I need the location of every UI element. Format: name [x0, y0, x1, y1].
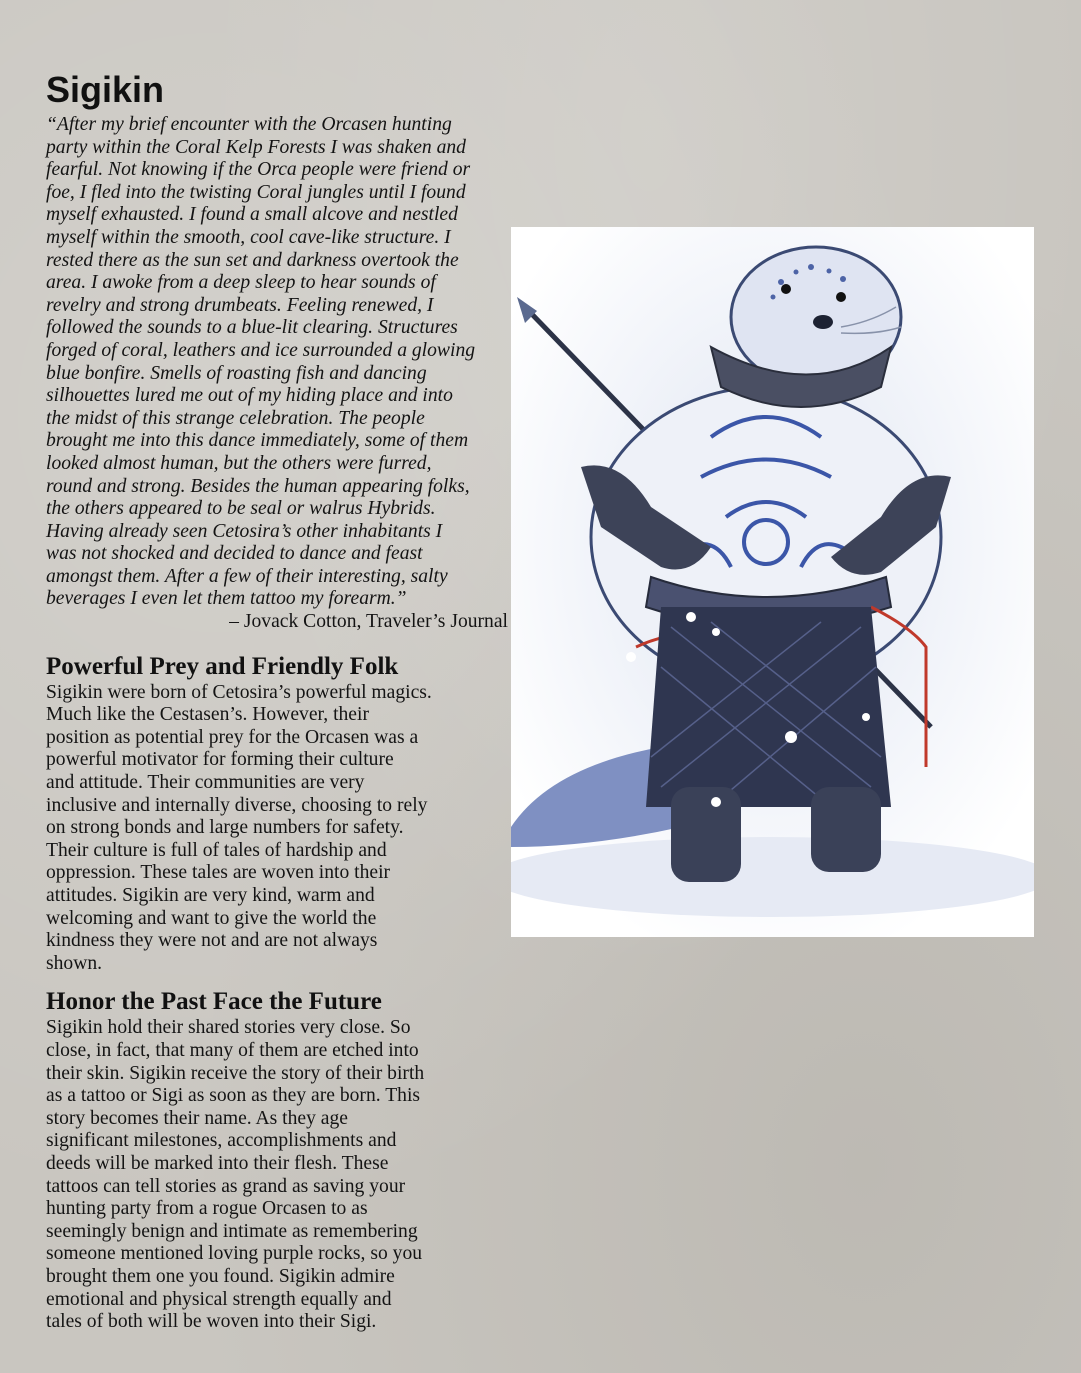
- section-heading-powerful-prey: Powerful Prey and Friendly Folk: [46, 652, 399, 680]
- quote-line: round and strong. Besides the human appearing folks,: [46, 475, 470, 497]
- body-line: Sigikin hold their shared stories very close. So: [46, 1017, 411, 1039]
- journal-quote: [46, 114, 508, 611]
- body-line: close, in fact, that many of them are etched into: [46, 1039, 419, 1061]
- body-line: their skin. Sigikin receive the story of their birth: [46, 1062, 425, 1084]
- quote-line: silhouettes lured me out of my hiding place and into: [46, 385, 453, 407]
- quote-line: “After my brief encounter with the Orcasen hunting: [46, 114, 452, 135]
- body-line: attitudes. Sigikin are very kind, warm and: [46, 885, 375, 906]
- body-line: emotional and physical strength equally and: [46, 1288, 392, 1310]
- body-line: shown.: [46, 952, 103, 974]
- body-line: brought them one you found. Sigikin admire: [46, 1265, 395, 1287]
- body-line: deeds will be marked into their flesh. These: [46, 1152, 389, 1174]
- quote-line: looked almost human, but the others were furred,: [46, 452, 432, 474]
- body-line: Sigikin were born of Cetosira’s powerful magics.: [46, 681, 432, 703]
- sigikin-illustration: [511, 227, 1034, 937]
- body-line: significant milestones, accomplishments and: [46, 1130, 397, 1152]
- quote-line: myself exhausted. I found a small alcove and nestled: [46, 204, 458, 226]
- body-line: inclusive and internally diverse, choosing to rely: [46, 794, 428, 816]
- body-line: Their culture is full of tales of hardship and: [46, 839, 387, 861]
- text-column: [46, 114, 508, 1334]
- body-line: hunting party from a rogue Orcasen to as: [46, 1198, 368, 1220]
- quote-line: the midst of this strange celebration. The people: [46, 407, 425, 429]
- quote-line: Having already seen Cetosira’s other inhabitants I: [46, 520, 443, 542]
- section-body-honor-the-past: [46, 1017, 508, 1333]
- body-line: and attitude. Their communities are very: [46, 772, 365, 794]
- quote-line: beverages I even let them tattoo my forearm.”: [46, 588, 407, 610]
- quote-line: revelry and strong drumbeats. Feeling renewed, I: [46, 294, 434, 316]
- quote-line: blue bonfire. Smells of roasting fish and dancing: [46, 362, 427, 384]
- body-line: someone mentioned loving purple rocks, so you: [46, 1243, 423, 1265]
- body-line: as a tattoo or Sigi as soon as they are born. This: [46, 1085, 421, 1107]
- body-line: tattoos can tell stories as grand as saving your: [46, 1175, 406, 1197]
- left-leg: [671, 787, 741, 882]
- quote-line: forged of coral, leathers and ice surrounded a glowing: [46, 339, 476, 361]
- quote-line: foe, I fled into the twisting Coral jungles until I found: [46, 181, 466, 203]
- body-line: powerful motivator for forming their culture: [46, 749, 394, 771]
- seal-nose: [813, 315, 833, 329]
- body-line: oppression. These tales are woven into their: [46, 862, 391, 884]
- page-title: Sigikin: [46, 69, 165, 110]
- snow-ground: [511, 837, 1034, 917]
- quote-line: rested there as the sun set and darkness overtook the: [46, 249, 459, 271]
- body-line: story becomes their name. As they age: [46, 1107, 348, 1129]
- quote-line: the others appeared to be seal or walrus Hybrids.: [46, 498, 436, 520]
- quote-line: area. I awoke from a deep sleep to hear sounds of: [46, 272, 436, 294]
- quote-attribution: – Jovack Cotton, Traveler’s Journal: [229, 611, 508, 633]
- seal-eye: [781, 284, 791, 294]
- body-line: Much like the Cestasen’s. However, their: [46, 704, 369, 726]
- right-leg: [811, 787, 881, 872]
- body-line: welcoming and want to give the world the: [46, 907, 377, 929]
- body-line: tales of both will be woven into their Sigi.: [46, 1311, 377, 1333]
- section-heading-honor-the-past: Honor the Past Face the Future: [46, 988, 382, 1016]
- quote-line: was not shocked and decided to dance and feast: [46, 543, 423, 565]
- section-body-powerful-prey: [46, 682, 508, 976]
- quote-line: amongst them. After a few of their interesting, salty: [46, 565, 448, 587]
- quote-line: followed the sounds to a blue-lit clearing. Structures: [46, 317, 458, 339]
- body-line: position as potential prey for the Orcasen was a: [46, 726, 419, 748]
- body-line: seemingly benign and intimate as remembering: [46, 1220, 418, 1242]
- body-line: on strong bonds and large numbers for safety.: [46, 817, 404, 839]
- body-line: kindness they were not and are not always: [46, 930, 378, 952]
- seal-eye: [836, 292, 846, 302]
- quote-line: myself within the smooth, cool cave-like structure. I: [46, 226, 451, 248]
- sigikin-figure: [511, 227, 1034, 937]
- quote-line: brought me into this dance immediately, some of them: [46, 430, 469, 452]
- quote-line: fearful. Not knowing if the Orca people were friend or: [46, 159, 471, 181]
- quote-line: party within the Coral Kelp Forests I was shaken and: [46, 136, 466, 158]
